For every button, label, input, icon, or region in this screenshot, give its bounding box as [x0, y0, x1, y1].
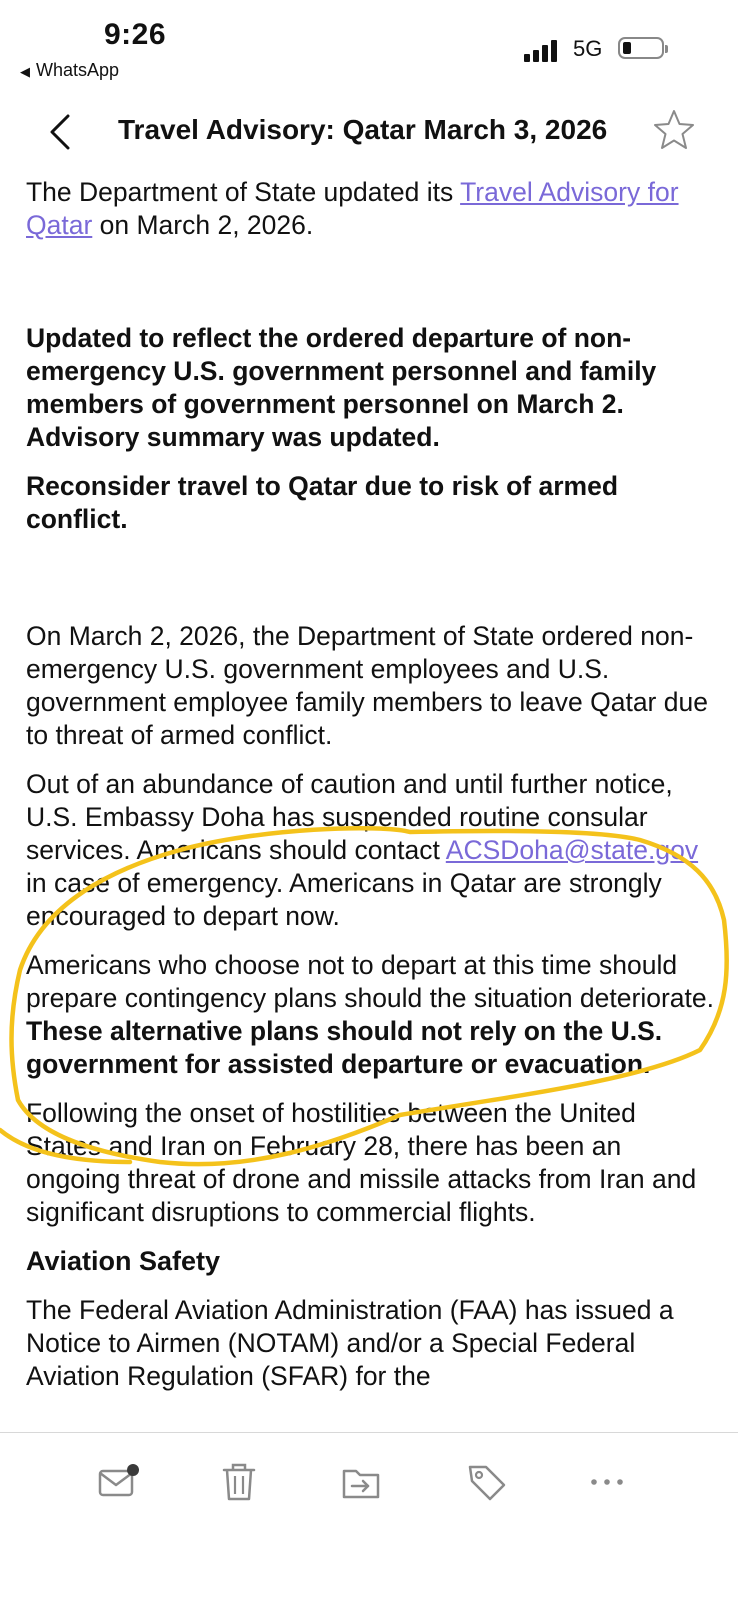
- back-app-label: WhatsApp: [36, 60, 120, 80]
- back-chevron-icon[interactable]: [46, 112, 74, 152]
- star-icon[interactable]: [652, 108, 696, 152]
- mail-unread-icon[interactable]: [94, 1457, 144, 1507]
- aviation-safety-heading: Aviation Safety: [26, 1246, 221, 1276]
- back-to-app-link[interactable]: [20, 60, 119, 81]
- contingency-paragraph: Americans who choose not to depart at this time should prepare contingency plans should the situation deteriorate. These alternative plans should not rely on the U.S. government for assisted departure or evacuation.: [26, 950, 714, 1079]
- mail-toolbar: [0, 1432, 738, 1601]
- trash-icon[interactable]: [214, 1457, 264, 1507]
- battery-icon: [618, 37, 664, 59]
- status-bar: [0, 0, 738, 90]
- ordered-departure-paragraph: On March 2, 2026, the Department of State ordered non-emergency U.S. government employees and U.S. government employee family members to leave Qatar due to threat of armed conflict.: [26, 621, 708, 750]
- travel-advisory-link[interactable]: Travel Advisory for Qatar: [26, 177, 679, 240]
- tag-icon[interactable]: [462, 1457, 512, 1507]
- back-triangle-icon: ◀: [20, 64, 30, 79]
- more-icon[interactable]: [582, 1457, 632, 1507]
- mail-subject: Travel Advisory: Qatar March 3, 2026: [118, 114, 608, 145]
- move-to-folder-icon[interactable]: [336, 1457, 386, 1507]
- network-type: 5G: [573, 36, 603, 61]
- contingency-bold-text: These alternative plans should not rely on the U.S. government for assisted departure or evacuation.: [26, 1016, 663, 1079]
- update-notice: Updated to reflect the ordered departure of non-emergency U.S. government personnel and family members of government personnel on March 2. Advisory summary was updated.: [26, 323, 657, 452]
- faa-paragraph: The Federal Aviation Administration (FAA) has issued a Notice to Airmen (NOTAM) and/or a Special Federal Aviation Regulation (SFAR) for the: [26, 1295, 674, 1391]
- intro-paragraph: The Department of State updated its Travel Advisory for Qatar on March 2, 2026.: [26, 177, 679, 240]
- caution-paragraph: Out of an abundance of caution and until further notice, U.S. Embassy Doha has suspended routine consular services. Americans should contact ACSDoha@state.gov in case of emergency. Americans in Qatar are strongly encouraged to depart now.: [26, 769, 699, 931]
- acs-doha-email-link[interactable]: ACSDoha@state.gov: [445, 835, 699, 865]
- hostilities-paragraph: Following the onset of hostilities between the United States and Iran on February 28, there has been an ongoing threat of drone and missile attacks from Iran and significant disruptions to commercial flights.: [26, 1098, 697, 1227]
- cellular-signal-icon: [524, 38, 564, 62]
- reconsider-notice: Reconsider travel to Qatar due to risk of armed conflict.: [26, 471, 619, 534]
- email-body: [26, 176, 716, 1393]
- clock: 9:26: [104, 18, 167, 51]
- mail-header: [0, 100, 738, 164]
